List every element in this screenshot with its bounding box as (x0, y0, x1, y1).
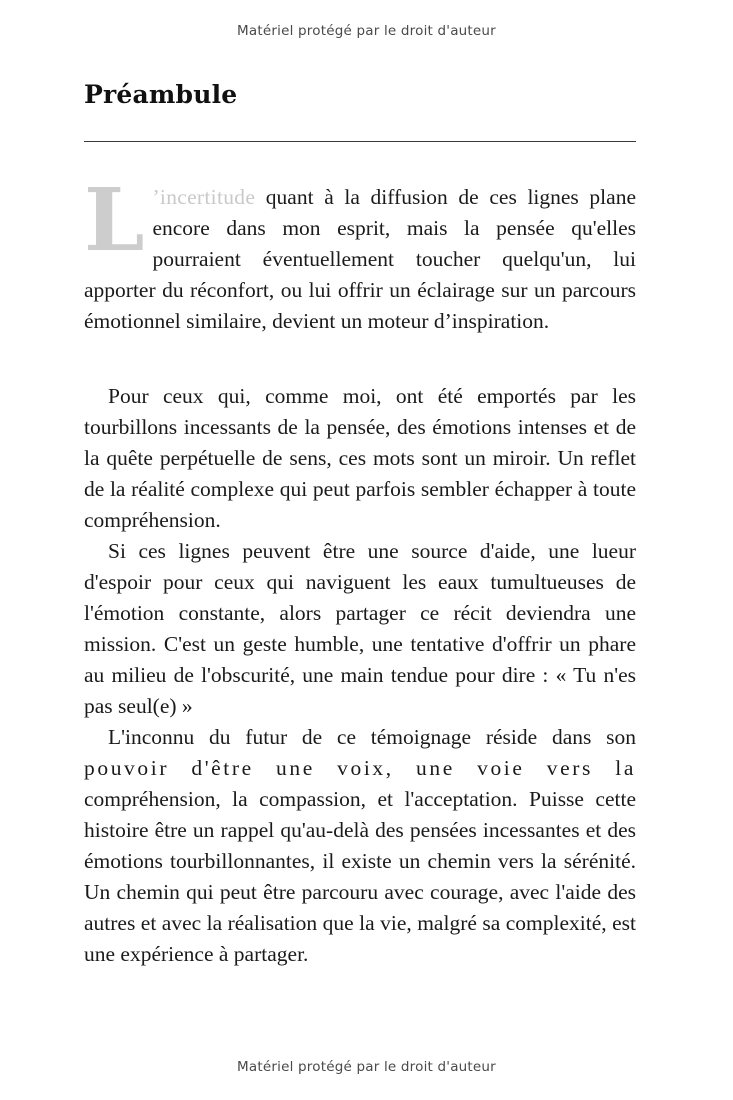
body-text (84, 170, 636, 970)
paragraph-2: Pour ceux qui, comme moi, ont été emportés par les tourbillons incessants de la pensée, des émotions intenses et de la quête perpétuelle de sens, ces mots sont un miroir. Un reflet de la réalité complexe qui peut parfois sembler échapper à toute compréhension. (84, 384, 636, 532)
paragraph-4 (84, 722, 636, 970)
paragraph-3: Si ces lignes peuvent être une source d'aide, une lueur d'espoir pour ceux qui naviguent les eaux tumultueuses de l'émotion constante, alors partager ce récit deviendra une mission. C'est un geste humble, une tentative d'offrir un phare au milieu de l'obscurité, une main tendue pour dire : « Tu n'es pas seul(e) » (84, 539, 636, 718)
running-foot: Matériel protégé par le droit d'auteur (237, 1059, 496, 1075)
paragraph-1-lead: ’incertitude (152, 185, 256, 209)
paragraph-4-start: L'inconnu du futur de ce témoignage réside dans son (108, 725, 636, 749)
drop-cap: L (84, 170, 145, 271)
paragraph-1-body: quant à la diffusion de ces lignes plane encore dans mon esprit, mais la pensée qu'elles pourraient éventuellement toucher quelqu'un, lui apporter du réconfort, ou lui offrir un éclairage sur un parcours émotionnel similaire, devient un moteur d’inspiration. (84, 185, 636, 333)
paragraph-4-tracked: pouvoir d'être une voix, une voie vers la (84, 756, 636, 780)
paragraph-group (84, 381, 636, 970)
paragraph-1-text (84, 170, 636, 337)
page-content (84, 80, 636, 970)
running-head: Matériel protégé par le droit d'auteur (237, 23, 496, 39)
title-divider (84, 141, 636, 142)
page-title: Préambule (84, 80, 238, 109)
paragraph-4-end: compréhension, la compassion, et l'acceptation. Puisse cette histoire être un rappel qu'au-delà des pensées incessantes et des émotions tourbillonnantes, il existe un chemin vers la sérénité. Un chemin qui peut être parcouru avec courage, avec l'aide des autres et avec la réalisation que la vie, malgré sa complexité, est une expérience à partager. (84, 787, 636, 966)
paragraph-1 (84, 170, 636, 337)
